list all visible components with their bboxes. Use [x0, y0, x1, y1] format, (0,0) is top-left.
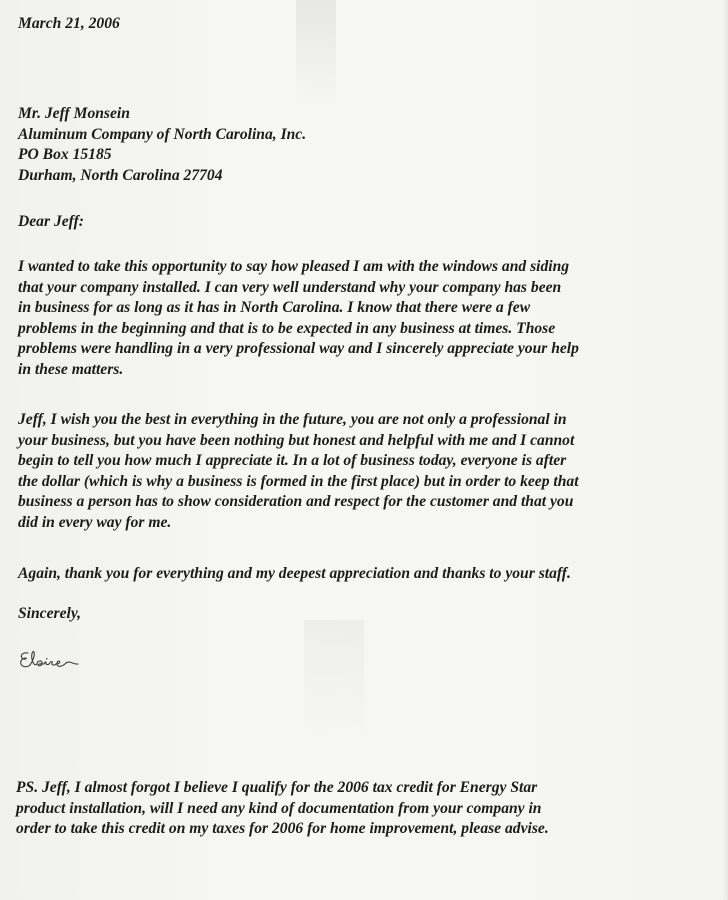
- recipient-address: [18, 104, 306, 186]
- postscript: [16, 778, 696, 840]
- paragraph-line: problems were handling in a very professional way and I sincerely appreciate your help: [18, 340, 579, 358]
- recipient-po-box: PO Box 15185: [18, 146, 112, 164]
- recipient-name: Mr. Jeff Monsein: [18, 105, 130, 122]
- paragraph-3: Again, thank you for everything and my deepest appreciation and thanks to your staff.: [18, 565, 571, 582]
- recipient-city-state-zip: Durham, North Carolina 27704: [18, 166, 223, 184]
- recipient-company: Aluminum Company of North Carolina, Inc.: [18, 125, 307, 143]
- paragraph-2: [18, 410, 692, 534]
- page-edge-shadow: [722, 0, 728, 900]
- paragraph-line: the dollar (which is why a business is formed in the first place) but in order to keep that: [18, 472, 579, 490]
- paragraph-line: begin to tell you how much I appreciate it. In a lot of business today, everyone is after: [18, 452, 567, 470]
- paragraph-line: Jeff, I wish you the best in everything in the future, you are not only a professional in: [18, 411, 567, 428]
- paragraph-1: [18, 257, 692, 381]
- postscript-line: PS. Jeff, I almost forgot I believe I qualify for the 2006 tax credit for Energy Star: [16, 779, 538, 796]
- paragraph-line: I wanted to take this opportunity to say how pleased I am with the windows and siding: [18, 258, 570, 275]
- handwritten-signature: [18, 646, 88, 672]
- paragraph-line: problems in the beginning and that is to be expected in any business at times. Those: [18, 319, 556, 337]
- bleed-through-mark: [304, 620, 364, 750]
- paragraph-line: your business, but you have been nothing but honest and helpful with me and I cannot: [18, 431, 575, 449]
- paragraph-line: did in every way for me.: [18, 513, 172, 531]
- paragraph-line: that your company installed. I can very well understand why your company has been: [18, 278, 562, 296]
- postscript-line: order to take this credit on my taxes for 2006 for home improvement, please advise.: [16, 820, 549, 838]
- bleed-through-mark: [296, 0, 336, 110]
- postscript-line: product installation, will I need any kind of documentation from your company in: [16, 799, 542, 817]
- letter-date: March 21, 2006: [18, 15, 120, 32]
- salutation: Dear Jeff:: [18, 213, 84, 230]
- paragraph-line: in business for as long as it has in North Carolina. I know that there were a few: [18, 299, 531, 317]
- paragraph-line: business a person has to show consideration and respect for the customer and that you: [18, 493, 574, 511]
- paragraph-line: in these matters.: [18, 360, 124, 378]
- closing: Sincerely,: [18, 605, 82, 622]
